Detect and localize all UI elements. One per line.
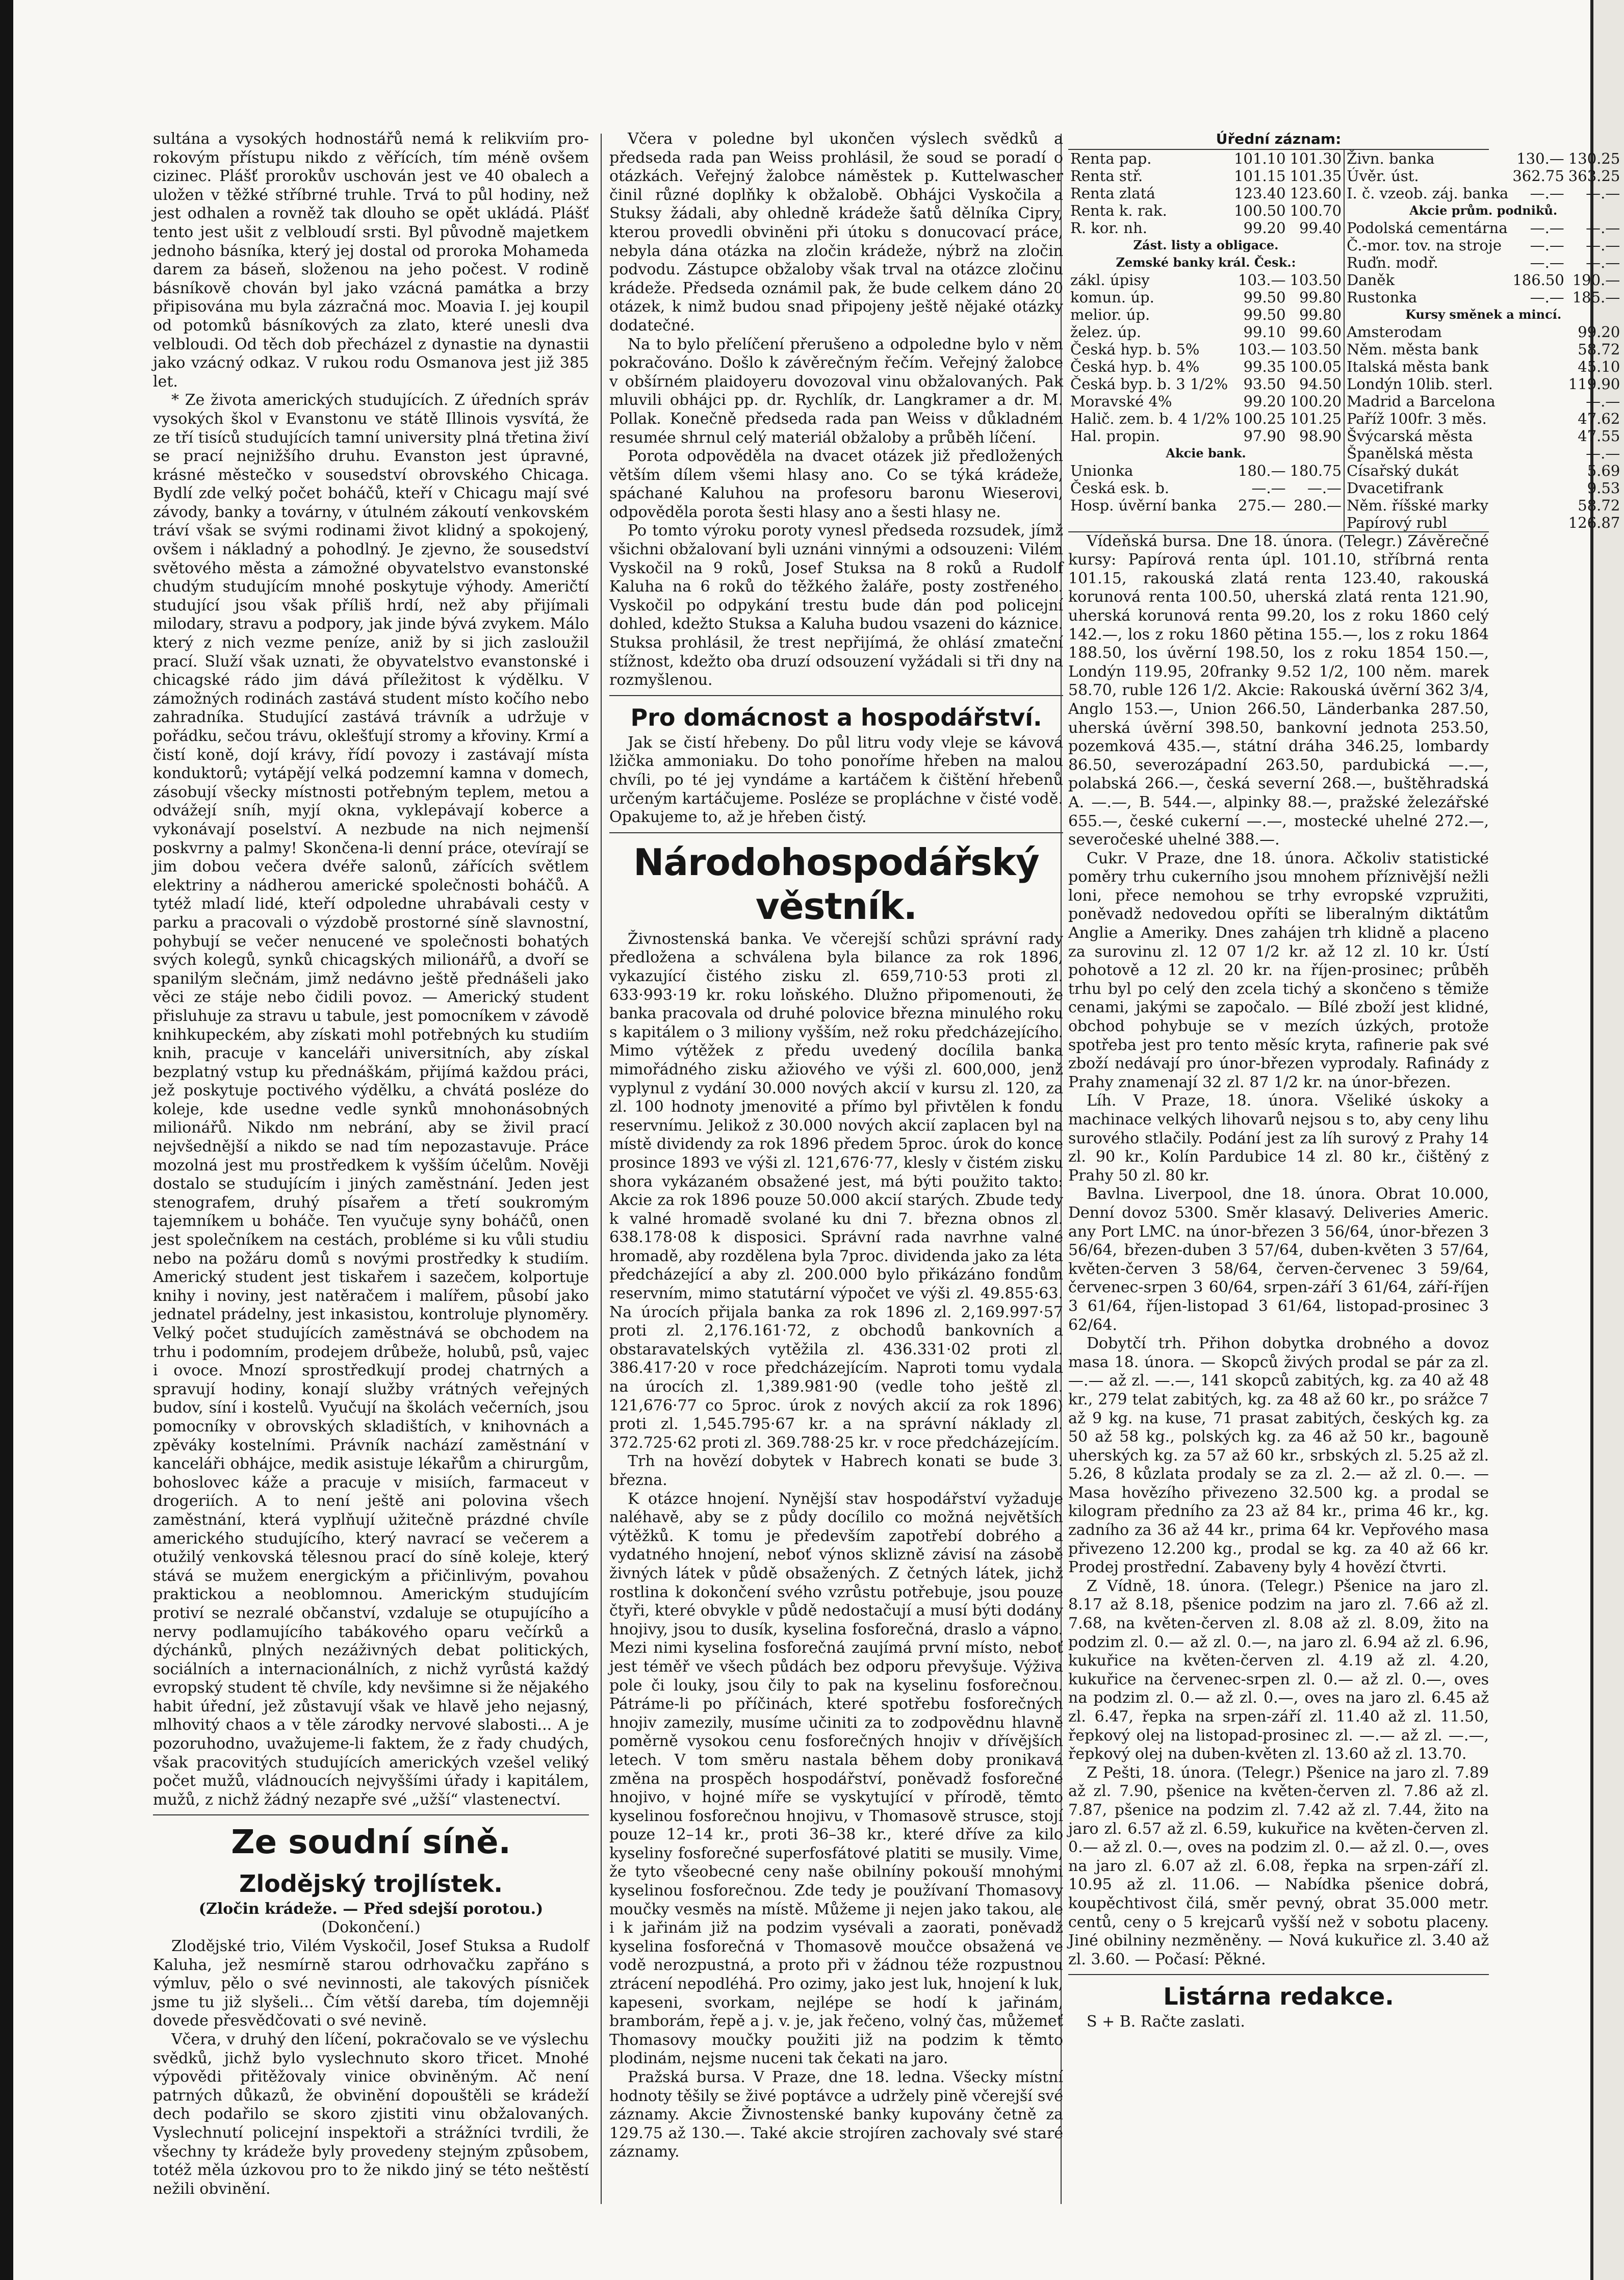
table-cell-label: Něm. města bank bbox=[1347, 340, 1479, 358]
table-cell-value: 363.25 bbox=[1568, 167, 1620, 185]
table-row bbox=[1068, 323, 1344, 341]
table-cell-label: Daněk bbox=[1347, 271, 1395, 289]
table-row bbox=[1345, 445, 1622, 462]
text-paragraph: sultána a vysokých hodnostářů nemá k relikviím pro- rokovým přístupu nikdo z věřících, tím méně ovšem cizinec. Plášť prorokův uschován jest ve 40 obalech a uložen v těžké stříbrné truhle. Trvá to půl hodiny, než jest odhalen a rovněž tak dlouho se opět ukládá. Plášť tento jest ušit z velbloudí srsti. Byl původně majetkem jednoho básníka, který jej dostal od proroka Mohameda darem za báseň, složenou na jeho počest. V rodině básníkově chován byl jako vzácná památka a brzy připisována mu byla zázračná moc. Moavia I. jej koupil od potomků básníkových za zlato, které unesli dva velbloudi. Od těch dob přecházel z dynastie na dynastii jako vzácný odkaz. V rukou rodu Osmanova jest již 385 let. bbox=[153, 130, 589, 391]
table-row bbox=[1068, 445, 1344, 462]
table-cell-value: 126.87 bbox=[1568, 514, 1620, 531]
table-cell-label: Česká byp. b. 3 1/2% bbox=[1070, 375, 1228, 393]
table-row bbox=[1345, 167, 1622, 185]
table-cell-value: 100.05 bbox=[1290, 357, 1342, 375]
table-cell-value: —.— bbox=[1251, 479, 1286, 497]
table-cell-value bbox=[1510, 341, 1566, 358]
table-cell-value: 99.80 bbox=[1299, 288, 1342, 306]
table-cell-value: 99.50 bbox=[1243, 305, 1286, 323]
table-cell-value: 101.15 bbox=[1234, 167, 1286, 185]
table-cell-value: —.— bbox=[1530, 288, 1564, 306]
table-row bbox=[1345, 185, 1622, 202]
table-cell-value: 99.20 bbox=[1243, 392, 1286, 410]
table-cell-label: Renta pap. bbox=[1070, 149, 1152, 167]
table-cell-value bbox=[1510, 427, 1566, 445]
table-row bbox=[1345, 514, 1622, 531]
table-cell-value: 103.— bbox=[1238, 340, 1286, 358]
scan-left-edge bbox=[0, 0, 13, 2280]
text-paragraph: Zlodějské trio, Vilém Vyskočil, Josef Stuksa a Rudolf Kaluha, jež nesmírně starou odrhovačku zapřáno s výmluv, pělo o své nevinnosti, ale takových písniček jsme tu již slyšeli... Čím větší dareba, tím dojemněji dovede přesvědčovati o své nevině. bbox=[153, 1937, 589, 2030]
table-cell-value: —.— bbox=[1530, 236, 1564, 254]
table-cell-value: 47.55 bbox=[1578, 427, 1620, 445]
table-cell-label: Ruďn. modř. bbox=[1347, 253, 1438, 271]
table-cell-label: Podolská cementárna bbox=[1347, 219, 1508, 237]
table-cell-value: 99.35 bbox=[1243, 357, 1286, 375]
table-cell-label: R. kor. nh. bbox=[1070, 219, 1147, 237]
table-cell-value: 101.25 bbox=[1290, 409, 1342, 427]
text-paragraph: Z Pešti, 18. února. (Telegr.) Pšenice na jaro zl. 7.89 až zl. 7.90, pšenice na květen-červen zl. 7.86 až zl. 7.87, pšenice na podzim zl. 7.42 až zl. 7.44, žito na jaro zl. 6.57 až zl. 6.59, kukuřice na květen-červen zl. 0.— až zl. 0.—, oves na podzim zl. 0.— až zl. 0.—, oves na jaro zl. 6.07 až zl. 6.08, řepka na srpen-září zl. 10.95 až zl. 11.06. — Nabídka pšenice dobrá, koupěchtivost čilá, směr pevný, obrat 35.000 metr. centů, ceny o 5 krejcarů vyšší než v sobotu placeny. Jiné obilniny nezměněny. — Nová kukuřice zl. 3.40 až zl. 3.60. — Počasí: Pěkné. bbox=[1068, 1763, 1489, 1968]
table-row bbox=[1345, 462, 1622, 479]
table-cell-value: 99.60 bbox=[1299, 323, 1342, 341]
table-cell-value bbox=[1510, 462, 1566, 479]
table-cell-label: Rustonka bbox=[1347, 288, 1417, 306]
article-subtitle: (Dokončení.) bbox=[321, 1918, 421, 1937]
table-cell-value bbox=[1510, 375, 1566, 393]
table-cell-value: —.— bbox=[1586, 219, 1620, 237]
table-cell-value: 275.— bbox=[1238, 496, 1286, 514]
table-row bbox=[1068, 427, 1344, 445]
table-cell-value: 99.50 bbox=[1243, 288, 1286, 306]
table-cell-label: komun. úp. bbox=[1070, 288, 1154, 306]
table-cell-label: Česká hyp. b. 4% bbox=[1070, 357, 1200, 375]
table-row bbox=[1345, 254, 1622, 271]
table-cell-value: 100.20 bbox=[1290, 392, 1342, 410]
table-cell-value bbox=[1510, 358, 1566, 375]
table-cell-label: Renta k. rak. bbox=[1070, 201, 1167, 219]
table-row bbox=[1068, 219, 1344, 237]
table-cell-label: želez. úp. bbox=[1070, 323, 1142, 341]
text-paragraph: Líh. V Praze, 18. února. Všeliké úskoky a machinace velkých lihovarů nejsou s to, aby ceny lihu surového stlačily. Podání jest za líh surový z Prahy 14 zl. 90 kr., Kolín Pardubice 14 zl. 80 kr., čištěný z Prahy 50 zl. 80 kr. bbox=[1068, 1092, 1489, 1185]
table-row bbox=[1068, 202, 1344, 219]
table-cell-label: I. č. vzeob. záj. banka bbox=[1347, 184, 1509, 202]
table-cell-value: 362.75 bbox=[1512, 167, 1564, 185]
table-cell-value: —.— bbox=[1530, 219, 1564, 237]
table-cell-value: 130.— bbox=[1516, 149, 1564, 167]
text-paragraph: Pražská bursa. V Praze, dne 18. ledna. Všecky místní hodnoty těšily se živé poptávce a udržely pině včerejší své záznamy. Akcie Živnostenské banky kupovány četně za 129.75 až 130.—. Také akcie strojíren zachovaly své staré záznamy. bbox=[609, 2068, 1063, 2161]
table-row bbox=[1345, 358, 1622, 375]
table-cell-label: Akcie bank. bbox=[1166, 445, 1246, 460]
divider bbox=[1068, 1974, 1489, 1975]
table-row bbox=[1068, 341, 1344, 358]
table-cell-value bbox=[1510, 410, 1566, 427]
table-cell-value bbox=[1510, 514, 1566, 531]
table-cell-value: 186.50 bbox=[1512, 271, 1564, 289]
table-cell-label: Kursy směnek a mincí. bbox=[1405, 306, 1562, 322]
table-row bbox=[1068, 185, 1344, 202]
table-cell-value: 99.40 bbox=[1299, 219, 1342, 237]
text-paragraph: Cukr. V Praze, dne 18. února. Ačkoliv statistické poměry trhu cukerního jsou mnohem příznivější nežli loni, přece nemohou se trhy evropské vzpružiti, poněvadž nedovedou opříti se liberalným diktátům Anglie a Ameriky. Dnes zahájen trh klidně a placeno za surovinu zl. 12 07 1/2 kr. až 12 zl. 10 kr. Ústí pohotově a 12 zl. 20 kr. na říjen-prosinec; průběh trhu byl po celý den zcela tichý a skončeno s těmiže cenami, jakými se započalo. — Bílé zboží jest klidné, obchod pohybuje se v mezích úzkých, protože spotřeba jest pro tento měsíc kryta, rafinerie pak své zboží nedávají pro únor-březen vyprodaly. Rafinády z Prahy znamenají 32 zl. 87 1/2 kr. na únor-březen. bbox=[1068, 849, 1489, 1091]
table-cell-value: 99.20 bbox=[1243, 219, 1286, 237]
table-cell-value: —.— bbox=[1307, 479, 1342, 497]
table-cell-value: 97.90 bbox=[1243, 427, 1286, 445]
left-market-table bbox=[1068, 150, 1345, 531]
table-cell-value: 190.— bbox=[1572, 271, 1620, 289]
article-title: Zlodějský trojlístek. bbox=[239, 1870, 503, 1898]
table-cell-value: 58.72 bbox=[1578, 496, 1620, 514]
table-row bbox=[1345, 341, 1622, 358]
text-paragraph: Vídeňská bursa. Dne 18. února. (Telegr.) Závěrečné kursy: Papírová renta úpl. 101.10, stříbrná renta 101.15, rakouská zlatá renta 123.40, rakouská korunová renta 100.50, uherská zlatá renta 121.90, uherská korunová renta 99.20, los z roku 1860 celý 142.—, los z roku 1860 pětina 155.—, los z roku 1864 188.50, los úvěrní 198.50, los z roku 1854 150.—, Londýn 119.95, 20franky 9.52 1/2, 100 něm. marek 58.70, ruble 126 1/2. Akcie: Rakouská úvěrní 362 3/4, Anglo 153.—, Union 266.50, Länderbanka 287.50, uherská úvěrní 398.50, bankovní jednota 253.50, pozemková 435.—, státní dráha 346.25, lombardy 86.50, severozápadní 263.50, pardubická —.—, polabská 266.—, česká severní 268.—, buštěhradská A. —.—, B. 544.—, alpinky 88.—, pražské železářské 655.—, české cukerní —.—, mostecké uhelné 272.—, severočeské uhelné 388.—. bbox=[1068, 532, 1489, 849]
table-row bbox=[1345, 375, 1622, 393]
table-cell-label: Papírový rubl bbox=[1347, 514, 1448, 531]
table-row bbox=[1345, 237, 1622, 254]
table-cell-value: 5.69 bbox=[1587, 462, 1620, 479]
right-market-table bbox=[1345, 150, 1622, 531]
table-row bbox=[1345, 427, 1622, 445]
table-cell-label: Zást. listy a obligace. bbox=[1133, 237, 1279, 252]
table-cell-value: 101.10 bbox=[1234, 149, 1286, 167]
table-cell-label: Italská města bank bbox=[1347, 357, 1489, 375]
table-row bbox=[1345, 306, 1622, 323]
table-row bbox=[1068, 150, 1344, 167]
table-row bbox=[1068, 375, 1344, 393]
table-row bbox=[1068, 410, 1344, 427]
table-row bbox=[1345, 410, 1622, 427]
table-cell-label: Hal. propin. bbox=[1070, 427, 1160, 445]
table-cell-value: 100.70 bbox=[1290, 201, 1342, 219]
table-cell-value: —.— bbox=[1586, 184, 1620, 202]
table-cell-label: zákl. úpisy bbox=[1070, 271, 1150, 289]
table-cell-value: 58.72 bbox=[1578, 340, 1620, 358]
text-paragraph: Z Vídně, 18. února. (Telegr.) Pšenice na jaro zl. 8.17 až 8.18, pšenice podzim na jaro zl. 7.66 až zl. 7.68, na květen-červen zl. 8.08 až zl. 8.09, žito na podzim zl. 0.— až zl. 0.—, na jaro zl. 6.94 až zl. 6.96, kukuřice na květen-červen zl. 4.19 až zl. 4.20, kukuřice na červenec-srpen zl. 0.— až zl. 0.—, oves na podzim zl. 0.— až zl. 0.—, oves na jaro zl. 6.45 až zl. 6.47, řepka na srpen-září zl. 11.40 až zl. 11.50, řepkový olej na listopad-prosinec zl. —.— až zl. —.—, řepkový olej na duben-květen zl. 13.60 až zl. 13.70. bbox=[1068, 1577, 1489, 1763]
table-cell-value bbox=[1510, 445, 1566, 462]
column-3 bbox=[1068, 130, 1620, 2032]
table-cell-value: 123.40 bbox=[1234, 184, 1286, 202]
section-heading: Pro domácnost a hospodářství. bbox=[630, 703, 1042, 731]
divider bbox=[153, 1814, 589, 1815]
table-title: Úřední záznam: bbox=[1216, 131, 1342, 147]
table-cell-value: 180.— bbox=[1238, 462, 1286, 479]
table-cell-label: Něm. říšské marky bbox=[1347, 496, 1488, 514]
text-paragraph: Včera v poledne byl ukončen výslech svědků a předseda rada pan Weiss prohlásil, že soud se poradí o otázkách. Veřejný žalobce náměstek p. Kuttelwascher činil různé doplňky k obžalobě. Obhájci Vyskočila a Stuksy žádali, aby ohledně krádeže šatů dělníka Cipry, kterou provedli obviněni při útoku s donucovací práce, nebyla dána otázka na zločin krádeže, nýbrž na zločin podvodu. Zástupce obžaloby však trval na otázce zločinu krádeže. Předseda oznámil pak, že bude celkem dáno 20 otázek, k nimž budou snad připojeny ještě nějaké otázky dodatečné. bbox=[609, 130, 1063, 335]
table-cell-label: Renta zlatá bbox=[1070, 184, 1155, 202]
table-cell-value: 103.50 bbox=[1290, 340, 1342, 358]
text-paragraph: Na to bylo přelíčení přerušeno a odpoledne bylo v něm pokračováno. Došlo k závěrečným řečím. Veřejný žalobce v obšírném plaidoyeru dovozoval vinu obžalovaných. Pak mluvili obhájci pp. dr. Rychlík, dr. Langkramer a dr. M. Pollak. Konečně předseda rada pan Weiss v důkladném resumée shrnul celý materiál obžaloby a průběh líčení. bbox=[609, 335, 1063, 447]
table-cell-value: 94.50 bbox=[1299, 375, 1342, 393]
text-paragraph: Po tomto výroku poroty vynesl předseda rozsudek, jímž všichni obžalovaní byli uznáni vinnými a odsouzeni: Vilém Vyskočil na 9 roků, Josef Stuksa na 8 roků a Rudolf Kaluha na 6 roků do těžkého žaláře, posty zostřeného. Vyskočil po odpykání trestu bude dán pod policejní dohled, kdežto Stuksa a Kaluha budou vsazeni do káznice. Stuksa prohlásil, že trest nepřijímá, že ohlásí zmateční stížnost, kdežto oba druzí odsouzení vyžádali si tři dny na rozmyšlenou. bbox=[609, 522, 1063, 689]
table-cell-value: 100.25 bbox=[1234, 409, 1286, 427]
table-cell-value: 99.20 bbox=[1578, 323, 1620, 341]
text-paragraph: * Ze života amerických studujících. Z úředních správ vysokých škol v Evanstonu ve státě Illinois vysvítá, že ze tří tisíců studujících tamní university plná třetina živí se prací nejnižšího druhu. Evanston jest úpravné, krásné městečko v sousedství obrovského Chicaga. Bydlí zde velký počet boháčů, kteří v Chicagu mají své závody, banky a továrny, v útulném zákoutí venkovském tráví však se svými rodinami život klidný a spokojený, ovšem i nákladný a pohodlný. Je zjevno, že sousedství světového města a zámožné obyvatelstvo evanstonské chudým studujícím mnohé poskytuje výhody. Američtí studující jsou však příliš hrdí, než aby přijímali milodary, stravu a podpory, jak jinde bývá zvykem. Málo který z nich vezme peníze, aniž by si jich zasloužil prací. Služí však uznati, že obyvatelstvo evanstonské i chicagské rádo jim dává příležitost k výdělku. V zámožných rodinách zastává student místo kočího nebo zahradníka. Studující zastává trávník a udržuje v pořádku, sečou trávu, oklešťují stromy a křoviny. Krmí a čistí koně, dojí krávy, řídí povozy i zastávají místa konduktorů; vytápějí velká podzemní kamna v domech, zásobují všecky místnosti potřebným teplem, metou a odvážejí sníh, myjí okna, vyklepávají koberce a vykonávají poselství. A nezbude na nich nejmenší poskvrny a palmy! Skončena-li denní práce, otevírají se jim dobou večera dvéře salonů, zářících světlem elektriny a nádherou americké společnosti boháčů. A tytéž mladí lidé, kteří odpoledne uhrabávali cesty v parku a pracovali o výzdobě prostorné síně slavnostní, pohybují se večer nenucené ve společnosti bohatých svých kolegů, synků chicagských milionářů, a dvoří se spanilým slečnám, jimž nedávno ještě přednášeli jako věci ze stáje nebo čidili povoz. — Americký student přisluhuje za stravu u tabule, jest pomocníkem v závodě knihkupeckém, aby získati mohl potřebných ku studiím knih, pracuje v kanceláři universitních, aby získal bezplatný vstup ku přednáškám, přijímá každou práci, jež poskytuje poctivého výdělku, a chvátá posléze do koleje, kde usedne vedle synků mnohonásobných milionářů. Nikdo nm nebrání, aby se živil prací nejvšednější a nikdo se nad tím nepozastavuje. Práce mozolná jest mu prostředkem k vyšším účelům. Nověji dostalo se studujícím i jiných zaměstnání. Jeden jest stenografem, druhý písařem a třetí soukromým tajemníkem u boháče. Ten vyučuje syny boháčů, onen jest společníkem na cestách, probléme si ku vůli studiu nebo na požáru domů s novými prostředky k studiím. Americký student jest tiskařem i sazečem, kolportuje knihy i noviny, jest natěračem i malířem, působí jako jednatel prádelny, jest inkasistou, kontroluje plynoměry. Velký počet studujících zaměstnává se obchodem na trhu i podomním, prodejem drůbeže, holubů, psů, vajec i ovoce. Mnozí sprostředkují prodej chatrných a spravují hodiny, konají služby vrátných veřejných budov, síní i kostelů. Vyučují na školách večerních, jsou pomocníky v obrovských skladištích, v knihovnách a zpěváky kostelními. Právník nachází zaměstnání v kanceláři obhájce, medik asistuje lékařům a chirurgům, bohoslovec káže a pracuje v misiích, farmaceut v drogeriích. A to není ještě ani polovina všech zaměstnání, která vyplňují užitečně prázdné chvíle amerického studujícího, který navrací se večerem a otužilý venkovská tělesnou prací do síně koleje, který stává se mužem energickým a přičinlivým, povahou praktickou a neoblomnou. Americkým studujícím protiví se nezralé občanství, vzdaluje se otupujícího a nervy podlamujícího tabákového oparu večírků a dýchánků, plných nezáživných debat politických, sociálních a internacionálních, z nichž vyrůstá každý evropský student tě chvíle, kdy nevšimne si že nějakého habit úřední, jež zůstavují však ve hlavě jeho nejasný, mlhovitý chaos a v těle zárodky nervové slabosti... A je pozoruhodno, uvažujeme-li faktem, že z řady chudých, však pracovitých studujících amerických vzešel veliký počet mužů, vládnoucích nejvyššími úřady i kapitálem, mužů, z nichž žádný nezapře své „užší“ vlastenectví. bbox=[153, 391, 589, 1809]
text-paragraph: S + B. Račte zaslati. bbox=[1087, 2013, 1245, 2031]
table-cell-label: Renta stř. bbox=[1070, 167, 1143, 185]
section-heading: Ze soudní síně. bbox=[231, 1824, 511, 1862]
table-row bbox=[1345, 323, 1622, 341]
table-cell-label: Úvěr. úst. bbox=[1347, 167, 1419, 185]
table-cell-value: 185.— bbox=[1572, 288, 1620, 306]
table-cell-value: 103.— bbox=[1238, 271, 1286, 289]
table-row bbox=[1345, 289, 1622, 306]
table-cell-label: Akcie prům. podniků. bbox=[1409, 202, 1558, 218]
table-row bbox=[1345, 202, 1622, 219]
table-row bbox=[1345, 479, 1622, 497]
column-rule bbox=[601, 134, 602, 2204]
divider bbox=[609, 832, 1063, 833]
table-cell-value: —.— bbox=[1586, 444, 1620, 462]
table-cell-label: Česká hyp. b. 5% bbox=[1070, 340, 1200, 358]
table-row bbox=[1068, 254, 1344, 271]
text-paragraph: K otázce hnojení. Nynější stav hospodářství vyžaduje naléhavě, aby se z půdy docílilo co možná největších výtěžků. K tomu je především zapotřebí dobrého a vydatného hnojení, neboť výnos sklizně závisí na zásobě živných látek v půdě obsažených. Z četných látek, jichž rostlina k dokončení svého vzrůstu potřebuje, jsou pouze čtyři, které obvykle v půdě nedostačují a musí býti dodány hnojivy, jsou to dusík, kyselina fosforečná, draslo a vápno. Mezi nimi kyselina fosforečná zaujímá první místo, neboť jest téměř ve všech půdách bez odporu převyšuje. Výživa pole či louky, jsou čily to pak na kyselinu fosforečnou. Pátráme-li po příčinách, které spotřebu fosforečných hnojiv zamezily, musíme učiniti za to zodpovědnu hlavně poměrně vysokou cenu fosforečných hnojiv v dřívějších letech. V tom směru nastala během doby pronikavá změna na prospěch hospodářství, poněvadž fosforečné hnojivo, v hojné míře se vyskytující v přírodě, těmto kyselinou fosforečnou hnojivu, v Thomasově strusce, stojí pouze 12–14 kr., proti 36–38 kr., které dříve za kilo kyseliny fosforečné superfosfátové platiti se musily. Vime, že tyto všeobecné ceny naše obilníny pokouší mnohými kyselinou fosforečnou. Zde tedy je používaní Thomasovy moučky vesměs na místě. Můžeme ji nejen jako takou, ale i k jařinám již na podzim vysévali a zaorati, poněvadž kyselina fosforečná v Thomasově moučce obsažená ve vodě nerozpustná, a proto při v žádnou téže rozpustnou ztrácení nepodléhá. Pro ozimy, jako jest luk, hnojení k luk, kapeseni, svorkam, nejlépe se hodí k jařinám, bramborám, řepě a j. v. je, jak řečeno, volný čas, můžemeť Thomasovy moučky použiti již na podzim k těmto plodinám, nejsme nuceni tak čekati na jaro. bbox=[609, 1490, 1063, 2068]
table-row bbox=[1345, 497, 1622, 514]
table-cell-label: Č.-mor. tov. na stroje bbox=[1347, 236, 1502, 254]
table-cell-value: —.— bbox=[1586, 236, 1620, 254]
table-cell-label: Živn. banka bbox=[1347, 149, 1435, 167]
market-tables bbox=[1068, 149, 1620, 532]
table-cell-value: 98.90 bbox=[1299, 427, 1342, 445]
table-cell-value: 99.10 bbox=[1243, 323, 1286, 341]
section-heading: Listárna redakce. bbox=[1163, 1983, 1394, 2011]
table-cell-value: 93.50 bbox=[1243, 375, 1286, 393]
section-heading: Národohospodářský věstník. bbox=[633, 840, 1039, 928]
table-cell-value: 119.90 bbox=[1568, 375, 1620, 393]
table-cell-value: 280.— bbox=[1294, 496, 1342, 514]
text-paragraph: Porota odpověděla na dvacet otázek již předložených větším dílem všemi hlasy ano. Co se týká krádeže, spáchané Kaluhou na profesoru baronu Wieserovi, odpověděla porota šesti hlasy ano a šesti hlasy ne. bbox=[609, 447, 1063, 521]
table-cell-value: 101.30 bbox=[1290, 149, 1342, 167]
text-paragraph: Živnostenská banka. Ve včerejší schůzi správní rady předložena a schválena byla bilance za rok 1896, vykazující čistého zisku zl. 659,710·53 proti zl. 633·993·19 kr. roku loňského. Dlužno připomenouti, že banka pracovala od druhé polovice března minulého roku s kapitálem o 3 miliony vyšším, než roku předcházejícího. Mimo výtěžek z předu uvedený docílila banka mimořádného zisku ažiového ve výši zl. 600,000, jenž vyplynul z vydání 30.000 nových akcií v kursu zl. 120, za zl. 100 hodnoty jmenovité a přímo byl přivtělen k fondu reservnímu. Jelikož z 30.000 nových akcií zaplacen byl na místě dividendy za rok 1896 předem 5proc. úrok do konce prosince 1893 ve výši zl. 121,676·77, klesly v čistém zisku shora vykázaném obsažené jest, má býti použito takto: Akcie za rok 1896 pouze 50.000 akcií starých. Zbude tedy k valné hromadě svolané ku dni 7. března obnos zl. 638.178·08 k disposici. Správní rada navrhne valné hromadě, aby rozdělena byla 7proc. dividenda jako za léta předcházející a aby zl. 200.000 bylo přikázáno fondům reservním, mimo statutární výpočet ve výši zl. 49.855·63. Na úrocích přijala banka za rok 1896 zl. 2,169.997·57 proti zl. 2,176.161·72, z obchodů bankovních a obstaravatelských vytěžila zl. 436.331·02 proti zl. 386.417·20 v roce předcházejícím. Naproti tomu vydala na úrocích zl. 1,389.981·90 (vedle toho ještě zl. 121,676·77 co 5proc. úrok z nových akcií za rok 1896) proti zl. 1,545.795·67 kr. a na správní náklady zl. 372.725·62 proti zl. 369.788·25 kr. v roce předcházejícím. bbox=[609, 930, 1063, 1452]
table-row bbox=[1068, 479, 1344, 497]
table-row bbox=[1068, 497, 1344, 514]
table-cell-label: Dvacetifrank bbox=[1347, 479, 1443, 497]
table-row bbox=[1068, 167, 1344, 185]
table-cell-label: Česká esk. b. bbox=[1070, 479, 1170, 497]
text-paragraph: Bavlna. Liverpool, dne 18. února. Obrat 10.000, Denní dovoz 5300. Směr klasavý. Deliveries Americ. any Port LMC. na únor-březen 3 56/64, únor-březen 3 56/64, březen-duben 3 57/64, duben-květen 3 57/64, květen-červen 3 58/64, červen-červenec 3 59/64, červenec-srpen 3 60/64, srpen-září 3 61/64, září-říjen 3 61/64, říjen-listopad 3 61/64, listopad-prosinec 3 62/64. bbox=[1068, 1185, 1489, 1334]
table-cell-label: melior. úp. bbox=[1070, 305, 1150, 323]
table-row bbox=[1345, 393, 1622, 410]
column-1 bbox=[153, 130, 589, 2198]
table-cell-label: Císařský dukát bbox=[1347, 462, 1459, 479]
article-subtitle: (Zločin krádeže. — Před sdejší porotou.) bbox=[198, 1900, 544, 1918]
table-cell-value bbox=[1510, 393, 1566, 410]
table-cell-label: Španělská města bbox=[1347, 444, 1474, 462]
table-cell-value: 123.60 bbox=[1290, 184, 1342, 202]
table-cell-value: 180.75 bbox=[1290, 462, 1342, 479]
table-row bbox=[1345, 271, 1622, 289]
table-cell-value: 103.50 bbox=[1290, 271, 1342, 289]
table-cell-label: Paříž 100fr. 3 měs. bbox=[1347, 409, 1487, 427]
table-row bbox=[1345, 219, 1622, 237]
text-paragraph: Dobytčí trh. Přihon dobytka drobného a dovoz masa 18. února. — Skopců živých prodal se pár za zl. —.— až zl. —.—, 141 skopců zabitých, kg. za 40 až 48 kr., 279 telat zabitých, kg. za 48 až 60 kr., po srážce 7 až 9 kg. na kuse, 71 prasat zabitých, českých kg. za 50 až 58 kg., polských kg. za 46 až 50 kr., bagouně uherských kg. za 57 až 60 kr., srbských zl. 5.25 až zl. 5.26, 8 kůzlata prodaly se za zl. 2.— až zl. 0.—. — Masa hovězího přivezeno 32.500 kg. a prodal se kilogram předního za 23 až 84 kr., prima 46 kr., kg. zadního za 36 až 44 kr., prima 64 kr. Vepřového masa přivezeno 12.200 kg., prodal se kg. za 40 až 66 kr. Prodej prostřední. Zabaveny byly 4 hovězí čtvrti. bbox=[1068, 1335, 1489, 1577]
table-row bbox=[1068, 393, 1344, 410]
table-row bbox=[1068, 289, 1344, 306]
table-cell-value bbox=[1510, 479, 1566, 497]
table-row bbox=[1068, 306, 1344, 323]
table-cell-value: 45.10 bbox=[1578, 357, 1620, 375]
table-cell-label: Londýn 10lib. sterl. bbox=[1347, 375, 1493, 393]
table-cell-value: 47.62 bbox=[1578, 409, 1620, 427]
table-row bbox=[1068, 462, 1344, 479]
table-cell-label: Madrid a Barcelona bbox=[1347, 392, 1496, 410]
table-cell-label: Halič. zem. b. 4 1/2% bbox=[1070, 409, 1230, 427]
table-cell-label: Unionka bbox=[1070, 462, 1133, 479]
divider bbox=[609, 695, 1063, 696]
text-paragraph: Trh na hovězí dobytek v Habrech konati se bude 3. března. bbox=[609, 1452, 1063, 1489]
table-cell-value: 99.80 bbox=[1299, 305, 1342, 323]
table-cell-label: Švýcarská města bbox=[1347, 427, 1473, 445]
table-cell-value: 9.53 bbox=[1587, 479, 1620, 497]
table-cell-value: —.— bbox=[1530, 253, 1564, 271]
table-cell-value: 130.25 bbox=[1568, 149, 1620, 167]
table-cell-label: Hosp. úvěrní banka bbox=[1070, 496, 1217, 514]
table-cell-value: —.— bbox=[1586, 392, 1620, 410]
table-row bbox=[1068, 358, 1344, 375]
table-cell-label: Zemské banky král. Česk.: bbox=[1116, 254, 1296, 270]
table-cell-value bbox=[1510, 323, 1566, 341]
table-row bbox=[1068, 271, 1344, 289]
text-paragraph: Včera, v druhý den líčení, pokračovalo se ve výslechu svědků, jichž bylo vyslechnuto skoro třicet. Mnohé výpovědi přitěžovaly vinice obviněným. Ač není patrných důkazů, že obvinění dopouštěli se krádeží dech podařilo se skoro zjistiti vinu obžalovaných. Vyslechnutí policejní inspektoři a strážníci tvrdili, že všechny ty krádeže byly provedeny stejným způsobem, totéž měla úzkovou pro to že nikdo jiný se této neštěstí nežili obvinění. bbox=[153, 2031, 589, 2198]
text-paragraph: Jak se čistí hřebeny. Do půl litru vody vleje se kávová lžička ammoniaku. Do toho ponoříme hřeben na malou chvíli, po té jej vyndáme a kartáčem k čištění hřebenů určeným kartáčujeme. Posléze se propláchne v čisté vodě. Opakujeme to, až je hřeben čistý. bbox=[609, 733, 1063, 827]
table-cell-value: 101.35 bbox=[1290, 167, 1342, 185]
table-row bbox=[1345, 150, 1622, 167]
column-2 bbox=[609, 130, 1063, 2162]
table-cell-value: —.— bbox=[1586, 253, 1620, 271]
table-cell-value: 100.50 bbox=[1234, 201, 1286, 219]
table-cell-label: Amsterodam bbox=[1347, 323, 1442, 341]
table-row bbox=[1068, 237, 1344, 254]
table-cell-value bbox=[1510, 497, 1566, 514]
table-cell-value: —.— bbox=[1530, 184, 1564, 202]
table-cell-label: Moravské 4% bbox=[1070, 392, 1172, 410]
